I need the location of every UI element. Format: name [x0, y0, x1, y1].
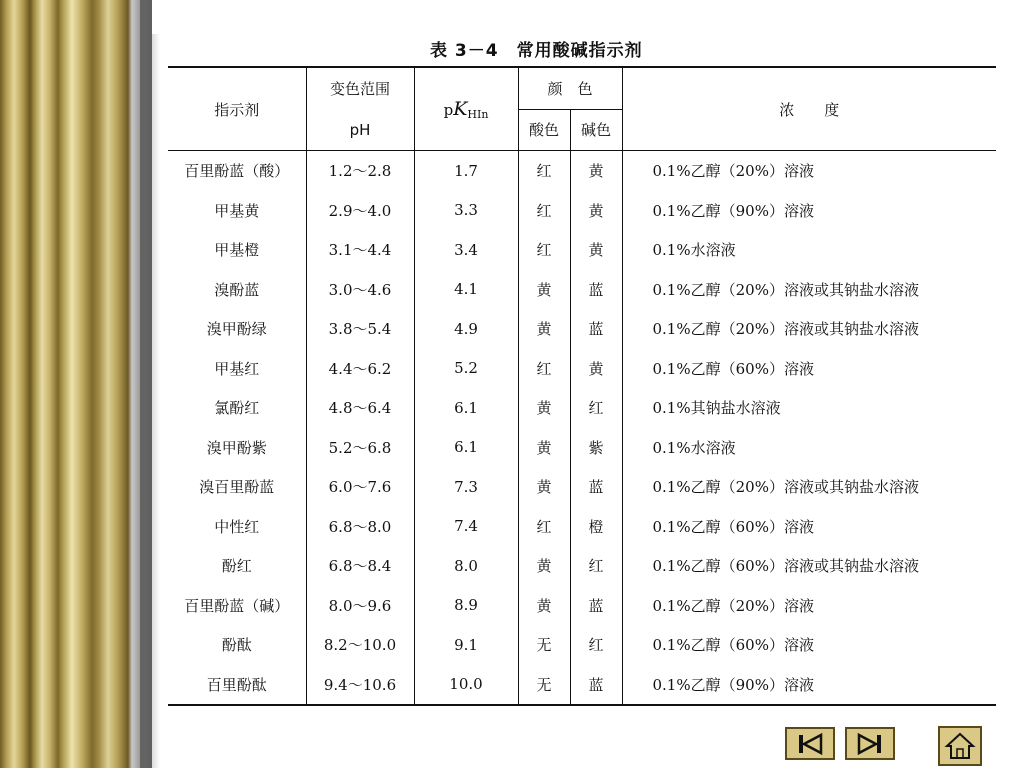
table-row [168, 270, 996, 310]
skip-to-first-icon [793, 732, 827, 756]
header-pk [414, 67, 518, 151]
header-color: 颜 色 [518, 67, 622, 109]
cell-name: 溴百里酚蓝 [168, 467, 306, 507]
cell-base: 红 [570, 625, 622, 665]
header-pk-p: p [443, 100, 454, 119]
cell-acid: 黄 [518, 467, 570, 507]
cell-range: 6.8～8.0 [306, 507, 414, 547]
cell-base: 蓝 [570, 309, 622, 349]
cell-pk: 4.1 [414, 270, 518, 310]
table-row [168, 467, 996, 507]
cell-acid: 黄 [518, 586, 570, 626]
cell-acid: 红 [518, 230, 570, 270]
cell-conc: 0.1%水溶液 [652, 438, 736, 457]
table-row [168, 388, 996, 428]
slide-top-band [152, 0, 1024, 34]
cell-pk: 5.2 [414, 349, 518, 389]
cell-conc: 0.1%乙醇（60%）溶液 [652, 517, 814, 536]
cell-conc: 0.1%乙醇（60%）溶液 [652, 636, 814, 655]
cell-name: 酚红 [168, 546, 306, 586]
cell-acid: 无 [518, 625, 570, 665]
table-title: 表 3－4 常用酸碱指示剂 [430, 41, 643, 61]
table-row [168, 586, 996, 626]
table-row [168, 151, 996, 191]
cell-pk: 7.3 [414, 467, 518, 507]
cell-acid: 黄 [518, 546, 570, 586]
cell-pk: 3.3 [414, 191, 518, 231]
header-range-ph: pH [306, 109, 414, 151]
cell-range: 3.8～5.4 [306, 309, 414, 349]
table-row [168, 191, 996, 231]
cell-name: 中性红 [168, 507, 306, 547]
cell-range: 5.2～6.8 [306, 428, 414, 468]
cell-pk: 6.1 [414, 428, 518, 468]
table-row [168, 349, 996, 389]
table-row [168, 309, 996, 349]
table-row [168, 665, 996, 706]
table-row [168, 507, 996, 547]
table-body [168, 151, 996, 706]
cell-acid: 红 [518, 191, 570, 231]
cell-pk: 1.7 [414, 151, 518, 191]
header-row-1 [168, 67, 996, 109]
last-slide-button[interactable] [845, 727, 895, 760]
cell-conc: 0.1%乙醇（20%）溶液或其钠盐水溶液 [652, 280, 919, 299]
header-range-top: 变色范围 [306, 67, 414, 109]
cell-acid: 黄 [518, 388, 570, 428]
cell-conc: 0.1%水溶液 [652, 241, 736, 260]
indicator-table [168, 66, 996, 706]
cell-pk: 7.4 [414, 507, 518, 547]
cell-base: 黄 [570, 151, 622, 191]
cell-range: 4.8～6.4 [306, 388, 414, 428]
cell-acid: 黄 [518, 309, 570, 349]
header-acid-color: 酸色 [518, 109, 570, 151]
cell-acid: 红 [518, 349, 570, 389]
cell-pk: 6.1 [414, 388, 518, 428]
cell-range: 6.0～7.6 [306, 467, 414, 507]
header-pk-k: K [453, 97, 468, 120]
header-base-color: 碱色 [570, 109, 622, 151]
cell-range: 1.2～2.8 [306, 151, 414, 191]
cell-base: 蓝 [570, 270, 622, 310]
home-button[interactable] [938, 726, 982, 766]
cell-name: 氯酚红 [168, 388, 306, 428]
cell-base: 红 [570, 546, 622, 586]
cell-acid: 红 [518, 151, 570, 191]
cell-pk: 8.0 [414, 546, 518, 586]
first-slide-button[interactable] [785, 727, 835, 760]
cell-base: 黄 [570, 191, 622, 231]
cell-name: 溴甲酚绿 [168, 309, 306, 349]
cell-range: 3.0～4.6 [306, 270, 414, 310]
cell-name: 百里酚蓝（碱） [168, 586, 306, 626]
cell-base: 紫 [570, 428, 622, 468]
cell-conc: 0.1%乙醇（20%）溶液 [652, 162, 814, 181]
cell-acid: 红 [518, 507, 570, 547]
cell-conc: 0.1%乙醇（60%）溶液 [652, 359, 814, 378]
cell-pk: 10.0 [414, 665, 518, 706]
cell-conc: 0.1%乙醇（20%）溶液或其钠盐水溶液 [652, 478, 919, 497]
cell-name: 甲基橙 [168, 230, 306, 270]
cell-range: 8.2～10.0 [306, 625, 414, 665]
cell-range: 6.8～8.4 [306, 546, 414, 586]
cell-pk: 9.1 [414, 625, 518, 665]
cell-name: 百里酚酞 [168, 665, 306, 706]
home-icon [944, 731, 976, 761]
cell-base: 蓝 [570, 665, 622, 706]
cell-acid: 无 [518, 665, 570, 706]
cell-range: 3.1～4.4 [306, 230, 414, 270]
cell-range: 8.0～9.6 [306, 586, 414, 626]
cell-base: 红 [570, 388, 622, 428]
cell-range: 9.4～10.6 [306, 665, 414, 706]
cell-pk: 4.9 [414, 309, 518, 349]
cell-conc: 0.1%乙醇（90%）溶液 [652, 675, 814, 694]
cell-base: 橙 [570, 507, 622, 547]
cell-name: 百里酚蓝（酸） [168, 151, 306, 191]
cell-range: 4.4～6.2 [306, 349, 414, 389]
skip-to-last-icon [853, 732, 887, 756]
header-concentration: 浓 度 [622, 67, 996, 151]
cell-range: 2.9～4.0 [306, 191, 414, 231]
cell-name: 酚酞 [168, 625, 306, 665]
cell-acid: 黄 [518, 428, 570, 468]
cell-conc: 0.1%乙醇（20%）溶液 [652, 596, 814, 615]
header-pk-sub: HIn [467, 107, 489, 121]
table-row [168, 428, 996, 468]
cell-name: 甲基黄 [168, 191, 306, 231]
cell-base: 蓝 [570, 467, 622, 507]
cell-base: 黄 [570, 230, 622, 270]
cell-pk: 8.9 [414, 586, 518, 626]
header-indicator: 指示剂 [168, 67, 306, 151]
table-row [168, 230, 996, 270]
cell-conc: 0.1%乙醇（20%）溶液或其钠盐水溶液 [652, 320, 919, 339]
cell-base: 黄 [570, 349, 622, 389]
cell-acid: 黄 [518, 270, 570, 310]
cell-name: 溴甲酚紫 [168, 428, 306, 468]
cell-conc: 0.1%其钠盐水溶液 [652, 399, 781, 418]
column-shadow [140, 0, 160, 768]
cell-name: 甲基红 [168, 349, 306, 389]
cell-pk: 3.4 [414, 230, 518, 270]
decorative-gold-columns [0, 0, 152, 768]
cell-base: 蓝 [570, 586, 622, 626]
cell-name: 溴酚蓝 [168, 270, 306, 310]
cell-conc: 0.1%乙醇（90%）溶液 [652, 201, 814, 220]
table-row [168, 546, 996, 586]
table-row [168, 625, 996, 665]
cell-conc: 0.1%乙醇（60%）溶液或其钠盐水溶液 [652, 557, 919, 576]
